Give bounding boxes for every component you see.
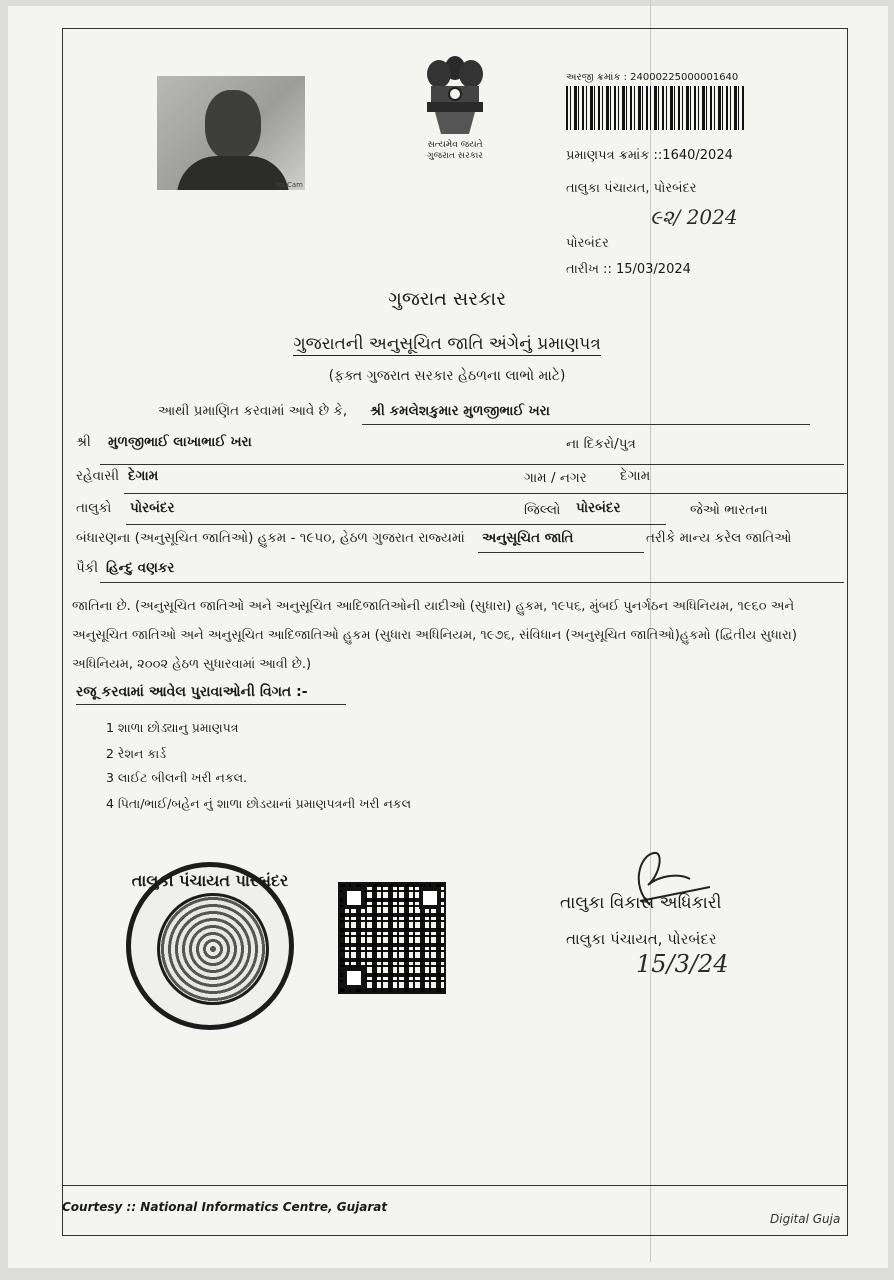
place: પોરબંદર	[566, 236, 609, 251]
taluka-underline	[126, 524, 666, 525]
resident-underline	[124, 493, 848, 494]
handwritten-reference: ૯૨/ 2024	[650, 205, 738, 229]
evidence-item: 2 રેશન કાર્ડ	[106, 746, 167, 761]
caste-type: અનુસૂચિત જાતિ	[482, 530, 574, 546]
qr-finder-pattern	[343, 967, 365, 989]
among-label: પૈકી	[76, 560, 99, 576]
qr-finder-pattern	[343, 887, 365, 909]
ashoka-emblem-icon	[415, 46, 495, 138]
legal-line-2: અનુસૂચિત જાતિઓ અને અનુસૂચિત આદિજાતિઓ હુકમ (સુધારા અધિનિયમ, ૧૯૭૬, સંવિધાન (અનુસૂચિત જાતિઓ)હુકમો (દ્વિતીય સુધારા)	[72, 628, 797, 643]
certificate-title-text: ગુજરાતની અનુસૂચિત જાતિ અંગેનું પ્રમાણપત્ર	[293, 334, 601, 354]
issue-date: તારીખ :: 15/03/2024	[566, 262, 691, 277]
person-name: શ્રી કમલેશકુમાર મુળજીભાઈ ખરા	[370, 403, 550, 419]
qr-code	[338, 882, 446, 994]
signature-date: 15/3/24	[636, 950, 729, 978]
issuing-office: તાલુકા પંચાયત, પોરબંદર	[566, 181, 697, 196]
certificate-subtitle: (ફક્ત ગુજરાત સરકાર હેઠળના લાભો માટે)	[328, 368, 566, 384]
courtesy-footer: Courtesy :: National Informatics Centre, Gujarat	[62, 1200, 388, 1214]
district-value: પોરબંદર	[576, 500, 621, 516]
barcode	[566, 86, 744, 130]
caste-type-underline	[478, 552, 644, 553]
signatory-designation: તાલુકા વિકાસ અધિકારી	[560, 893, 722, 913]
village-label: ગામ / નગર	[524, 470, 587, 486]
certificate-number: પ્રમાણપત્ર ક્રમાંક ::1640/2024	[566, 148, 733, 163]
photo-body	[177, 156, 289, 190]
evidence-title: રજૂ કરવામાં આવેલ પુરાવાઓની વિગત :-	[76, 684, 308, 700]
district-label: જિલ્લો	[524, 502, 561, 518]
certificate-title	[0, 334, 894, 354]
bharat-text: જેઓ ભારતના	[690, 502, 768, 518]
taluka-label: તાલુકો	[76, 500, 112, 516]
digital-gujarat-footer: Digital Guja	[770, 1212, 841, 1226]
evidence-item: 1 શાળા છોડ્યાનુ પ્રમાણપત્ર	[106, 720, 239, 735]
evidence-title-underline	[76, 704, 346, 705]
relation: ના દિકરો/પુત્ર	[566, 436, 636, 452]
village-value: દેગામ	[620, 468, 651, 484]
legal-paragraph	[72, 592, 832, 679]
photo-watermark: YouCam	[274, 181, 303, 189]
caste-name: હિન્દુ વણકર	[106, 560, 175, 576]
signatory-office: તાલુકા પંચાયત, પોરબંદર	[566, 930, 717, 948]
legal-line-3: અધિનિયમ, ૨૦૦૨ હેઠળ સુધારવામાં આવી છે.)	[72, 657, 312, 672]
seal-inner-ring	[157, 893, 269, 1005]
evidence-item: 4 પિતા/ભાઈ/બહેન નું શાળા છોડયાનાં પ્રમાણપત્રની ખરી નકલ	[106, 796, 412, 811]
qr-finder-pattern	[419, 887, 441, 909]
resident-label: રહેવાસી	[76, 468, 120, 484]
applicant-photo	[157, 76, 305, 190]
shri-label: શ્રી	[76, 434, 91, 450]
footer-divider	[62, 1185, 848, 1186]
name-underline	[362, 424, 810, 425]
parent-underline	[100, 464, 844, 465]
resident-value: દેગામ	[128, 468, 159, 484]
official-seal	[126, 862, 294, 1030]
government-title: ગુજરાત સરકાર	[387, 288, 507, 310]
photo-head	[205, 90, 261, 160]
certify-prefix: આથી પ્રમાણિત કરવામાં આવે છે કે,	[158, 403, 348, 419]
constitution-text: બંધારણના (અનુસૂચિત જાતિઓ) હુકમ - ૧૯૫૦, હેઠળ ગુજરાત રાજ્યમાં	[76, 530, 465, 546]
caste-underline	[100, 582, 844, 583]
recognized-text: તરીકે માન્ય કરેલ જાતિઓ	[646, 530, 792, 546]
seal-text: તાલુકા પંચાયત પોરબંદર	[131, 871, 289, 890]
legal-line-1: જાતિના છે. (અનુસૂચિત જાતિઓ અને અનુસૂચિત આદિજાતિઓની યાદીઓ (સુધારા) હુકમ, ૧૯૫૬, મુંબઈ પુનર્ગઠન અધિનિયમ, ૧૯૬૦ અને	[72, 599, 795, 614]
application-number: અરજી ક્રમાંક : 24000225000001640	[566, 72, 739, 83]
parent-name: મુળજીભાઈ લાખાભાઈ ખરા	[108, 434, 252, 450]
evidence-item: 3 લાઈટ બીલની ખરી નકલ.	[106, 770, 248, 785]
motto-text: સત્યમેવ જયતે	[427, 140, 483, 150]
motto-subtext: ગુજરાત સરકાર	[427, 151, 483, 161]
taluka-value: પોરબંદર	[130, 500, 175, 516]
emblem-motto	[418, 140, 492, 162]
